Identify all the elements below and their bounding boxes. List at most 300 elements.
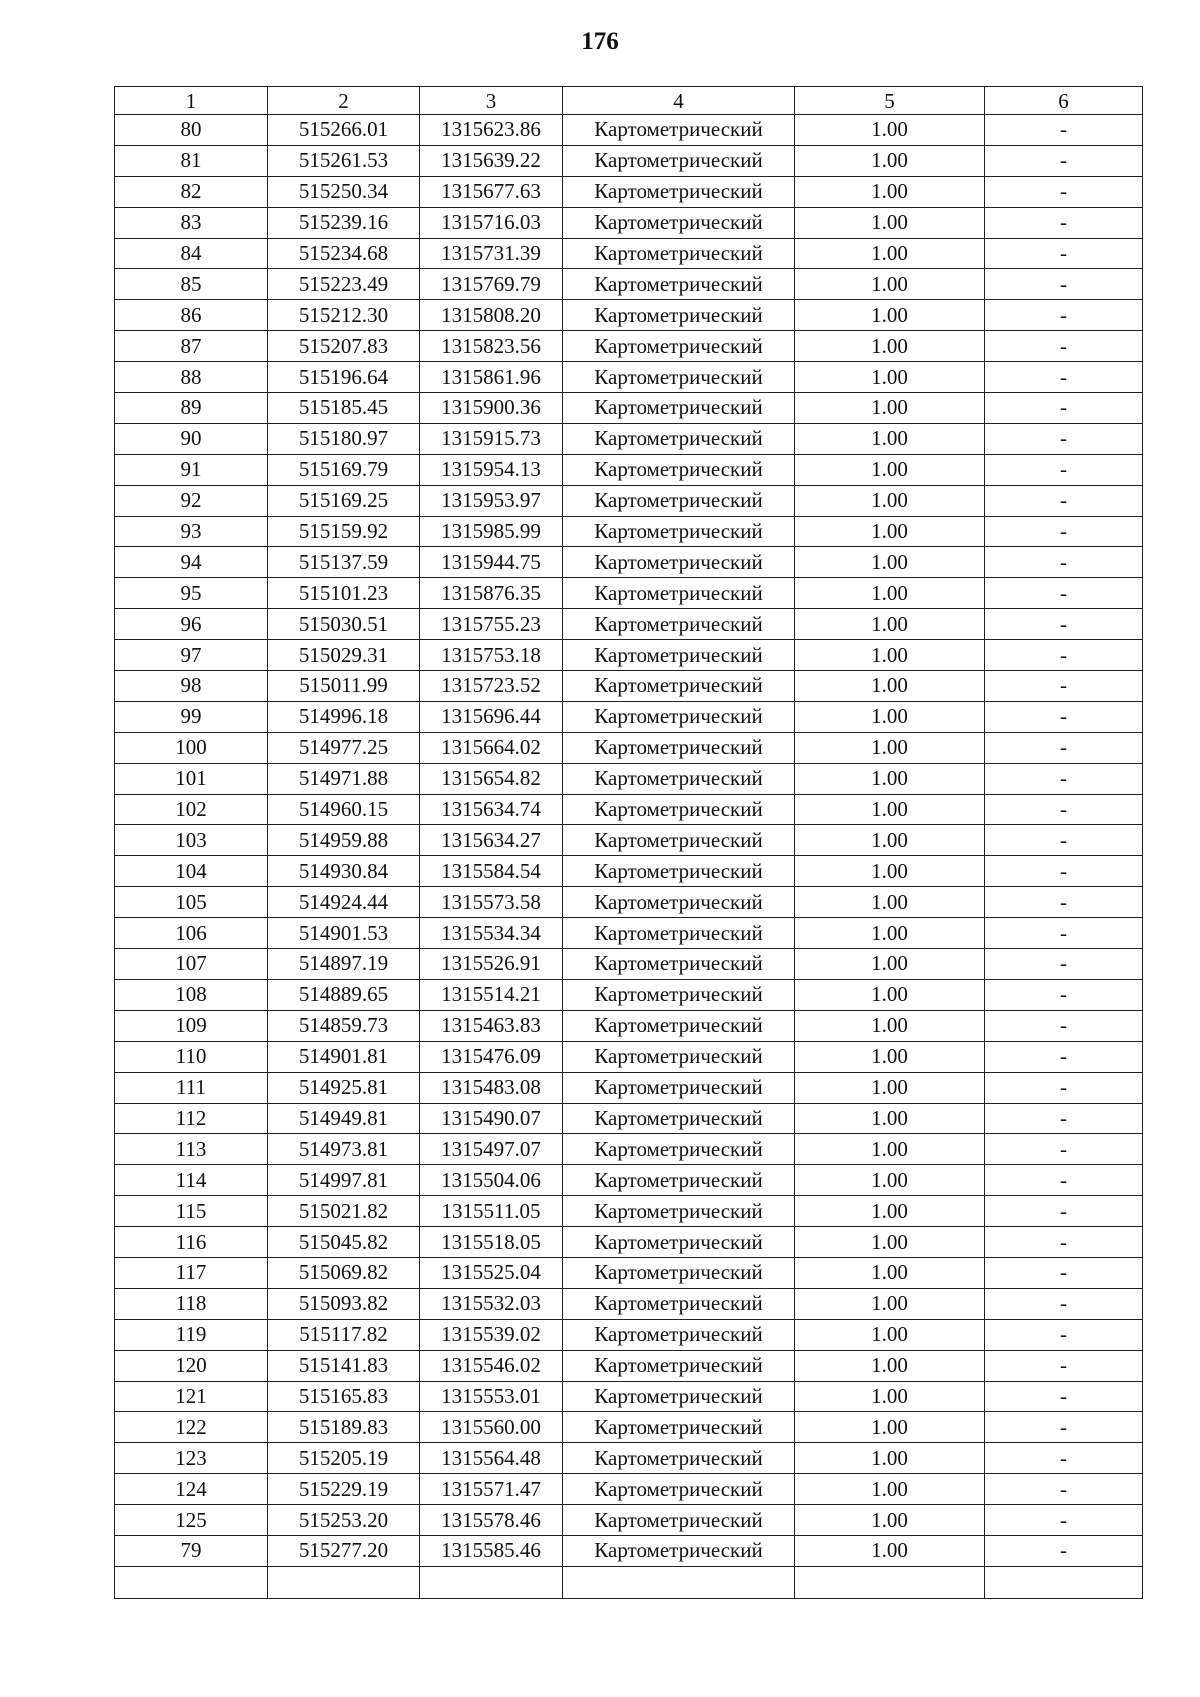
accuracy-cell: 1.00	[795, 454, 985, 485]
accuracy-cell: 1.00	[795, 1319, 985, 1350]
description-cell: -	[985, 145, 1143, 176]
y-coordinate-cell: 1315723.52	[420, 671, 563, 702]
method-cell: Картометрический	[563, 856, 795, 887]
y-coordinate-cell: 1315534.34	[420, 918, 563, 949]
method-cell: Картометрический	[563, 732, 795, 763]
y-coordinate-cell: 1315716.03	[420, 207, 563, 238]
description-cell: -	[985, 701, 1143, 732]
table-row	[115, 1103, 1143, 1134]
point-number-cell: 101	[115, 763, 268, 794]
table-row	[115, 1288, 1143, 1319]
table-row	[115, 887, 1143, 918]
description-cell: -	[985, 362, 1143, 393]
y-coordinate-cell: 1315944.75	[420, 547, 563, 578]
description-cell: -	[985, 1474, 1143, 1505]
x-coordinate-cell: 514859.73	[268, 1010, 420, 1041]
accuracy-cell: 1.00	[795, 1165, 985, 1196]
point-number-cell: 105	[115, 887, 268, 918]
accuracy-cell: 1.00	[795, 331, 985, 362]
x-coordinate-cell: 515277.20	[268, 1535, 420, 1566]
description-cell: -	[985, 269, 1143, 300]
point-number-cell: 91	[115, 454, 268, 485]
accuracy-cell: 1.00	[795, 1535, 985, 1566]
table-row	[115, 609, 1143, 640]
point-number-cell: 122	[115, 1412, 268, 1443]
y-coordinate-cell: 1315525.04	[420, 1257, 563, 1288]
point-number-cell: 97	[115, 640, 268, 671]
description-cell: -	[985, 856, 1143, 887]
accuracy-cell: 1.00	[795, 763, 985, 794]
x-coordinate-cell: 514973.81	[268, 1134, 420, 1165]
point-number-cell: 113	[115, 1134, 268, 1165]
method-cell: Картометрический	[563, 671, 795, 702]
y-coordinate-cell: 1315639.22	[420, 145, 563, 176]
point-number-cell: 121	[115, 1381, 268, 1412]
x-coordinate-cell: 514997.81	[268, 1165, 420, 1196]
y-coordinate-cell: 1315511.05	[420, 1196, 563, 1227]
description-cell: -	[985, 1443, 1143, 1474]
description-cell: -	[985, 331, 1143, 362]
y-coordinate-cell: 1315634.74	[420, 794, 563, 825]
accuracy-cell: 1.00	[795, 145, 985, 176]
method-cell: Картометрический	[563, 269, 795, 300]
point-number-cell: 99	[115, 701, 268, 732]
table-row	[115, 269, 1143, 300]
description-cell: -	[985, 238, 1143, 269]
empty-cell	[268, 1566, 420, 1598]
x-coordinate-cell: 514960.15	[268, 794, 420, 825]
description-cell: -	[985, 1257, 1143, 1288]
point-number-cell: 98	[115, 671, 268, 702]
method-cell: Картометрический	[563, 1196, 795, 1227]
accuracy-cell: 1.00	[795, 794, 985, 825]
description-cell: -	[985, 423, 1143, 454]
x-coordinate-cell: 515212.30	[268, 300, 420, 331]
table-row	[115, 1505, 1143, 1536]
description-cell: -	[985, 979, 1143, 1010]
y-coordinate-cell: 1315560.00	[420, 1412, 563, 1443]
table-row	[115, 238, 1143, 269]
description-cell: -	[985, 1227, 1143, 1258]
method-cell: Картометрический	[563, 1010, 795, 1041]
x-coordinate-cell: 514996.18	[268, 701, 420, 732]
method-cell: Картометрический	[563, 362, 795, 393]
x-coordinate-cell: 514889.65	[268, 979, 420, 1010]
method-cell: Картометрический	[563, 331, 795, 362]
point-number-cell: 125	[115, 1505, 268, 1536]
table-row	[115, 485, 1143, 516]
method-cell: Картометрический	[563, 1227, 795, 1258]
method-cell: Картометрический	[563, 115, 795, 146]
method-cell: Картометрический	[563, 1412, 795, 1443]
point-number-cell: 96	[115, 609, 268, 640]
accuracy-cell: 1.00	[795, 979, 985, 1010]
point-number-cell: 110	[115, 1041, 268, 1072]
table-row	[115, 176, 1143, 207]
table-row	[115, 1134, 1143, 1165]
method-cell: Картометрический	[563, 1165, 795, 1196]
accuracy-cell: 1.00	[795, 1412, 985, 1443]
x-coordinate-cell: 515196.64	[268, 362, 420, 393]
point-number-cell: 89	[115, 393, 268, 424]
description-cell: -	[985, 640, 1143, 671]
method-cell: Картометрический	[563, 887, 795, 918]
method-cell: Картометрический	[563, 1288, 795, 1319]
method-cell: Картометрический	[563, 1443, 795, 1474]
point-number-cell: 124	[115, 1474, 268, 1505]
x-coordinate-cell: 514924.44	[268, 887, 420, 918]
table-row	[115, 1350, 1143, 1381]
description-cell: -	[985, 547, 1143, 578]
description-cell: -	[985, 207, 1143, 238]
accuracy-cell: 1.00	[795, 609, 985, 640]
description-cell: -	[985, 1381, 1143, 1412]
table-row	[115, 794, 1143, 825]
y-coordinate-cell: 1315518.05	[420, 1227, 563, 1258]
y-coordinate-cell: 1315546.02	[420, 1350, 563, 1381]
table-row	[115, 1474, 1143, 1505]
table-row	[115, 1072, 1143, 1103]
x-coordinate-cell: 515021.82	[268, 1196, 420, 1227]
point-number-cell: 85	[115, 269, 268, 300]
accuracy-cell: 1.00	[795, 1257, 985, 1288]
accuracy-cell: 1.00	[795, 1196, 985, 1227]
y-coordinate-cell: 1315514.21	[420, 979, 563, 1010]
accuracy-cell: 1.00	[795, 1381, 985, 1412]
accuracy-cell: 1.00	[795, 918, 985, 949]
description-cell: -	[985, 1134, 1143, 1165]
accuracy-cell: 1.00	[795, 269, 985, 300]
accuracy-cell: 1.00	[795, 1010, 985, 1041]
x-coordinate-cell: 515159.92	[268, 516, 420, 547]
point-number-cell: 123	[115, 1443, 268, 1474]
table-row	[115, 856, 1143, 887]
description-cell: -	[985, 1535, 1143, 1566]
method-cell: Картометрический	[563, 1103, 795, 1134]
table-row	[115, 671, 1143, 702]
accuracy-cell: 1.00	[795, 1072, 985, 1103]
method-cell: Картометрический	[563, 825, 795, 856]
table-row	[115, 732, 1143, 763]
table-row	[115, 516, 1143, 547]
page-number: 176	[581, 28, 619, 55]
method-cell: Картометрический	[563, 701, 795, 732]
y-coordinate-cell: 1315954.13	[420, 454, 563, 485]
table-row	[115, 1257, 1143, 1288]
y-coordinate-cell: 1315532.03	[420, 1288, 563, 1319]
table-row	[115, 1319, 1143, 1350]
x-coordinate-cell: 515141.83	[268, 1350, 420, 1381]
point-number-cell: 109	[115, 1010, 268, 1041]
accuracy-cell: 1.00	[795, 949, 985, 980]
description-cell: -	[985, 454, 1143, 485]
point-number-cell: 108	[115, 979, 268, 1010]
y-coordinate-cell: 1315654.82	[420, 763, 563, 794]
method-cell: Картометрический	[563, 1134, 795, 1165]
table-row	[115, 701, 1143, 732]
column-header: 3	[420, 87, 563, 115]
point-number-cell: 84	[115, 238, 268, 269]
method-cell: Картометрический	[563, 918, 795, 949]
x-coordinate-cell: 515189.83	[268, 1412, 420, 1443]
x-coordinate-cell: 515029.31	[268, 640, 420, 671]
description-cell: -	[985, 1288, 1143, 1319]
accuracy-cell: 1.00	[795, 887, 985, 918]
column-header: 1	[115, 87, 268, 115]
table-row	[115, 1381, 1143, 1412]
x-coordinate-cell: 515180.97	[268, 423, 420, 454]
point-number-cell: 103	[115, 825, 268, 856]
description-cell: -	[985, 1196, 1143, 1227]
table-row	[115, 454, 1143, 485]
table-row	[115, 1165, 1143, 1196]
method-cell: Картометрический	[563, 1535, 795, 1566]
point-number-cell: 86	[115, 300, 268, 331]
y-coordinate-cell: 1315623.86	[420, 115, 563, 146]
table-row	[115, 979, 1143, 1010]
description-cell: -	[985, 1505, 1143, 1536]
table-row	[115, 578, 1143, 609]
x-coordinate-cell: 515261.53	[268, 145, 420, 176]
description-cell: -	[985, 115, 1143, 146]
x-coordinate-cell: 514949.81	[268, 1103, 420, 1134]
method-cell: Картометрический	[563, 1505, 795, 1536]
x-coordinate-cell: 514959.88	[268, 825, 420, 856]
accuracy-cell: 1.00	[795, 1288, 985, 1319]
description-cell: -	[985, 825, 1143, 856]
point-number-cell: 79	[115, 1535, 268, 1566]
point-number-cell: 80	[115, 115, 268, 146]
x-coordinate-cell: 515205.19	[268, 1443, 420, 1474]
point-number-cell: 93	[115, 516, 268, 547]
y-coordinate-cell: 1315490.07	[420, 1103, 563, 1134]
method-cell: Картометрический	[563, 578, 795, 609]
column-header: 6	[985, 87, 1143, 115]
empty-cell	[985, 1566, 1143, 1598]
y-coordinate-cell: 1315585.46	[420, 1535, 563, 1566]
method-cell: Картометрический	[563, 454, 795, 485]
description-cell: -	[985, 887, 1143, 918]
point-number-cell: 104	[115, 856, 268, 887]
x-coordinate-cell: 515030.51	[268, 609, 420, 640]
table-row	[115, 825, 1143, 856]
table-row	[115, 1010, 1143, 1041]
y-coordinate-cell: 1315664.02	[420, 732, 563, 763]
accuracy-cell: 1.00	[795, 1350, 985, 1381]
table-row	[115, 1196, 1143, 1227]
accuracy-cell: 1.00	[795, 207, 985, 238]
method-cell: Картометрический	[563, 393, 795, 424]
point-number-cell: 111	[115, 1072, 268, 1103]
description-cell: -	[985, 1103, 1143, 1134]
accuracy-cell: 1.00	[795, 362, 985, 393]
point-number-cell: 82	[115, 176, 268, 207]
x-coordinate-cell: 514901.81	[268, 1041, 420, 1072]
y-coordinate-cell: 1315634.27	[420, 825, 563, 856]
y-coordinate-cell: 1315876.35	[420, 578, 563, 609]
point-number-cell: 87	[115, 331, 268, 362]
method-cell: Картометрический	[563, 949, 795, 980]
x-coordinate-cell: 514925.81	[268, 1072, 420, 1103]
method-cell: Картометрический	[563, 176, 795, 207]
y-coordinate-cell: 1315769.79	[420, 269, 563, 300]
method-cell: Картометрический	[563, 516, 795, 547]
x-coordinate-cell: 514977.25	[268, 732, 420, 763]
y-coordinate-cell: 1315539.02	[420, 1319, 563, 1350]
table-row	[115, 1227, 1143, 1258]
method-cell: Картометрический	[563, 979, 795, 1010]
y-coordinate-cell: 1315504.06	[420, 1165, 563, 1196]
point-number-cell: 117	[115, 1257, 268, 1288]
x-coordinate-cell: 515229.19	[268, 1474, 420, 1505]
point-number-cell: 118	[115, 1288, 268, 1319]
x-coordinate-cell: 514901.53	[268, 918, 420, 949]
point-number-cell: 88	[115, 362, 268, 393]
description-cell: -	[985, 732, 1143, 763]
table-row	[115, 763, 1143, 794]
method-cell: Картометрический	[563, 207, 795, 238]
accuracy-cell: 1.00	[795, 671, 985, 702]
column-header: 2	[268, 87, 420, 115]
table-row	[115, 949, 1143, 980]
point-number-cell: 114	[115, 1165, 268, 1196]
y-coordinate-cell: 1315677.63	[420, 176, 563, 207]
y-coordinate-cell: 1315731.39	[420, 238, 563, 269]
description-cell: -	[985, 578, 1143, 609]
description-cell: -	[985, 176, 1143, 207]
y-coordinate-cell: 1315483.08	[420, 1072, 563, 1103]
x-coordinate-cell: 515169.25	[268, 485, 420, 516]
table-row	[115, 1443, 1143, 1474]
accuracy-cell: 1.00	[795, 238, 985, 269]
x-coordinate-cell: 515093.82	[268, 1288, 420, 1319]
table-body	[115, 87, 1143, 1599]
point-number-cell: 112	[115, 1103, 268, 1134]
accuracy-cell: 1.00	[795, 393, 985, 424]
x-coordinate-cell: 514971.88	[268, 763, 420, 794]
accuracy-cell: 1.00	[795, 1474, 985, 1505]
x-coordinate-cell: 515250.34	[268, 176, 420, 207]
point-number-cell: 106	[115, 918, 268, 949]
accuracy-cell: 1.00	[795, 115, 985, 146]
y-coordinate-cell: 1315476.09	[420, 1041, 563, 1072]
y-coordinate-cell: 1315753.18	[420, 640, 563, 671]
x-coordinate-cell: 515011.99	[268, 671, 420, 702]
description-cell: -	[985, 393, 1143, 424]
y-coordinate-cell: 1315526.91	[420, 949, 563, 980]
y-coordinate-cell: 1315553.01	[420, 1381, 563, 1412]
description-cell: -	[985, 1412, 1143, 1443]
method-cell: Картометрический	[563, 1350, 795, 1381]
table-row	[115, 300, 1143, 331]
point-number-cell: 115	[115, 1196, 268, 1227]
description-cell: -	[985, 1010, 1143, 1041]
description-cell: -	[985, 1350, 1143, 1381]
description-cell: -	[985, 949, 1143, 980]
description-cell: -	[985, 794, 1143, 825]
method-cell: Картометрический	[563, 1041, 795, 1072]
y-coordinate-cell: 1315861.96	[420, 362, 563, 393]
point-number-cell: 94	[115, 547, 268, 578]
point-number-cell: 81	[115, 145, 268, 176]
accuracy-cell: 1.00	[795, 1443, 985, 1474]
y-coordinate-cell: 1315823.56	[420, 331, 563, 362]
method-cell: Картометрический	[563, 300, 795, 331]
method-cell: Картометрический	[563, 1319, 795, 1350]
y-coordinate-cell: 1315571.47	[420, 1474, 563, 1505]
point-number-cell: 107	[115, 949, 268, 980]
point-number-cell: 102	[115, 794, 268, 825]
description-cell: -	[985, 1165, 1143, 1196]
x-coordinate-cell: 515253.20	[268, 1505, 420, 1536]
y-coordinate-cell: 1315953.97	[420, 485, 563, 516]
method-cell: Картометрический	[563, 547, 795, 578]
method-cell: Картометрический	[563, 794, 795, 825]
description-cell: -	[985, 1319, 1143, 1350]
accuracy-cell: 1.00	[795, 578, 985, 609]
column-header: 4	[563, 87, 795, 115]
method-cell: Картометрический	[563, 1474, 795, 1505]
description-cell: -	[985, 763, 1143, 794]
table-row	[115, 1412, 1143, 1443]
y-coordinate-cell: 1315497.07	[420, 1134, 563, 1165]
x-coordinate-cell: 515207.83	[268, 331, 420, 362]
method-cell: Картометрический	[563, 145, 795, 176]
table-row	[115, 115, 1143, 146]
method-cell: Картометрический	[563, 1072, 795, 1103]
x-coordinate-cell: 515045.82	[268, 1227, 420, 1258]
x-coordinate-cell: 515117.82	[268, 1319, 420, 1350]
description-cell: -	[985, 1072, 1143, 1103]
accuracy-cell: 1.00	[795, 547, 985, 578]
x-coordinate-cell: 514897.19	[268, 949, 420, 980]
x-coordinate-cell: 515169.79	[268, 454, 420, 485]
coordinates-table	[114, 86, 1143, 1599]
x-coordinate-cell: 514930.84	[268, 856, 420, 887]
accuracy-cell: 1.00	[795, 1134, 985, 1165]
x-coordinate-cell: 515137.59	[268, 547, 420, 578]
point-number-cell: 100	[115, 732, 268, 763]
empty-cell	[795, 1566, 985, 1598]
y-coordinate-cell: 1315808.20	[420, 300, 563, 331]
accuracy-cell: 1.00	[795, 1103, 985, 1134]
point-number-cell: 120	[115, 1350, 268, 1381]
point-number-cell: 116	[115, 1227, 268, 1258]
accuracy-cell: 1.00	[795, 701, 985, 732]
description-cell: -	[985, 1041, 1143, 1072]
x-coordinate-cell: 515266.01	[268, 115, 420, 146]
empty-row	[115, 1566, 1143, 1598]
y-coordinate-cell: 1315915.73	[420, 423, 563, 454]
point-number-cell: 83	[115, 207, 268, 238]
y-coordinate-cell: 1315573.58	[420, 887, 563, 918]
y-coordinate-cell: 1315463.83	[420, 1010, 563, 1041]
accuracy-cell: 1.00	[795, 485, 985, 516]
x-coordinate-cell: 515223.49	[268, 269, 420, 300]
method-cell: Картометрический	[563, 1257, 795, 1288]
empty-cell	[420, 1566, 563, 1598]
method-cell: Картометрический	[563, 485, 795, 516]
x-coordinate-cell: 515185.45	[268, 393, 420, 424]
y-coordinate-cell: 1315985.99	[420, 516, 563, 547]
method-cell: Картометрический	[563, 640, 795, 671]
accuracy-cell: 1.00	[795, 732, 985, 763]
accuracy-cell: 1.00	[795, 1505, 985, 1536]
empty-cell	[115, 1566, 268, 1598]
point-number-cell: 95	[115, 578, 268, 609]
table-row	[115, 207, 1143, 238]
y-coordinate-cell: 1315900.36	[420, 393, 563, 424]
